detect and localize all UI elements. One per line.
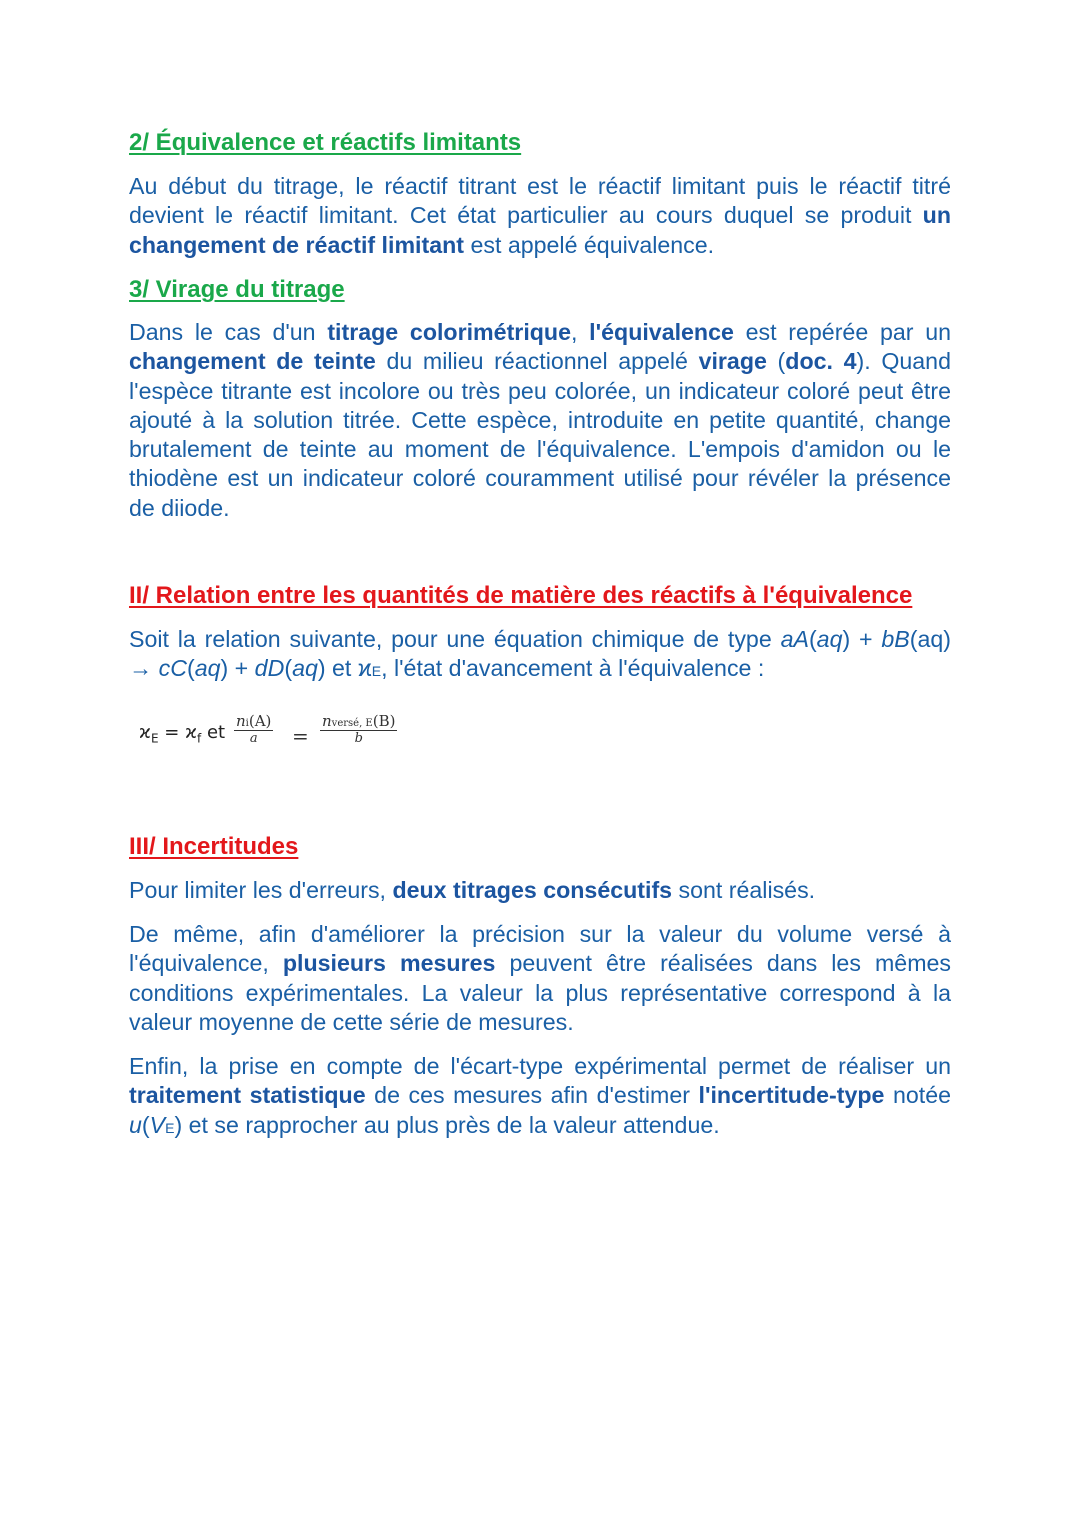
section-III-title: III/ Incertitudes <box>129 833 299 860</box>
section-2-title: 2/ Équivalence et réactifs limitants <box>129 129 522 156</box>
section-III-paragraph-2: De même, afin d'améliorer la précision sur la valeur du volume versé à l'équivalence, plusieurs mesures peuvent être réalisées dans les mêmes conditions expérimentales. La valeur la plus représentative correspond à la valeur moyenne de cette série de mesures. <box>129 921 952 1035</box>
section-3-title: 3/ Virage du titrage <box>129 276 345 303</box>
formula-lhs: $ϰ_E = ϰ_f$ et <box>139 722 226 746</box>
fraction-nverse-b: nversé, E(B) b <box>322 712 396 746</box>
section-III-paragraph-3: Enfin, la prise en compte de l'écart-type expérimental permet de réaliser un traitement statistique de ces mesures afin d'estimer l'incertitude-type notée u(VE) et se rapprocher au plus près de la valeur attendue. <box>129 1053 951 1138</box>
section-III-paragraph-1: Pour limiter les d'erreurs, deux titrages consécutifs sont réalisés. <box>129 877 816 903</box>
section-2-paragraph: Au début du titrage, le réactif titrant est le réactif limitant puis le réactif titré devient le réactif limitant. Cet état particulier au cours duquel se produit un changement de réactif limitant est appelé équivalence. <box>129 173 951 258</box>
section-II-paragraph: Soit la relation suivante, pour une équation chimique de type aA(aq) + bB(aq) → cC(aq) + dD(aq) et ϰE, l'état d'avancement à l'équivalence : <box>129 626 951 682</box>
equals-sign: = <box>292 724 309 748</box>
section-II-title: II/ Relation entre les quantités de matière des réactifs à l'équivalence <box>129 582 913 609</box>
section-3-paragraph: Dans le cas d'un titrage colorimétrique, l'équivalence est repérée par un changement de teinte du milieu réactionnel appelé virage (doc. 4). Quand l'espèce titrante est incolore ou très peu colorée, un indicateur coloré peut être ajouté à la solution titrée. Cette espèce, introduite en petite quantité, change brutalement de teinte au moment de l'équivalence. L'empois d'amidon ou le thiodène est un indicateur coloré couramment utilisé pour révéler la présence de diiode. <box>129 319 951 521</box>
fraction-ni-a: ni(A) a <box>236 712 272 746</box>
